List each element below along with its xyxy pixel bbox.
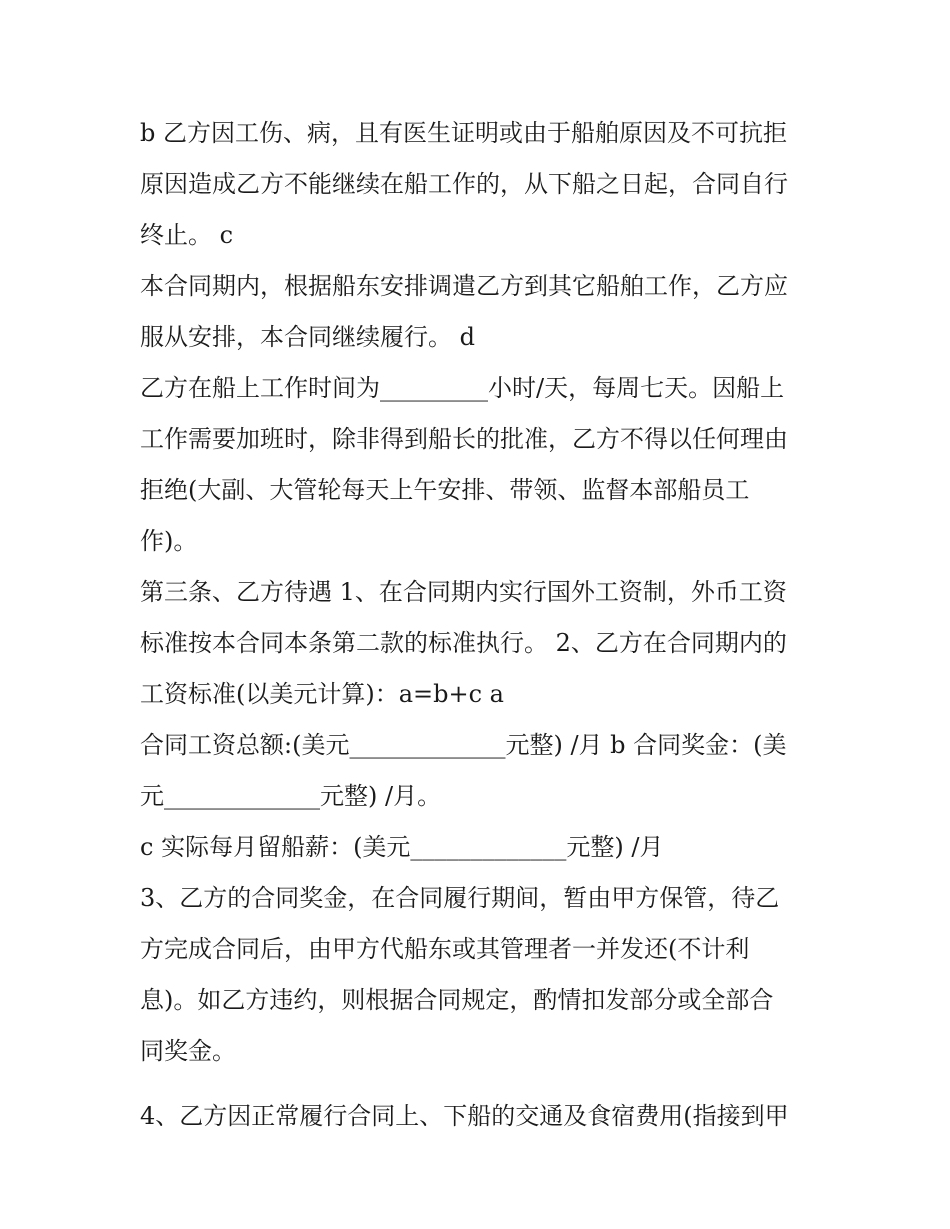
paragraph-gap: [140, 1077, 820, 1091]
text-line: 方完成合同后，由甲方代船东或其管理者一并发还(不计利: [140, 935, 750, 963]
text-line: 元_____________元整) /月。: [140, 782, 442, 810]
text-line: 本合同期内，根据船东安排调遣乙方到其它船舶工作，乙方应: [140, 272, 788, 300]
text-line: 同奖金。: [140, 1037, 236, 1065]
text-line: 3、乙方的合同奖金，在合同履行期间，暂由甲方保管，待乙: [140, 884, 780, 912]
text-line: 息)。如乙方违约，则根据合同规定，酌情扣发部分或全部合: [140, 986, 774, 1014]
text-line: 标准按本合同本条第二款的标准执行。 2、乙方在合同期内的: [140, 629, 787, 657]
text-line: 工资标准(以美元计算)：a=b+c a: [140, 680, 504, 708]
text-line: 作)。: [140, 527, 198, 555]
text-line: 终止。 c: [140, 221, 234, 249]
text-line: c 实际每月留船薪：(美元_____________元整) /月: [140, 833, 664, 861]
text-line: 第三条、乙方待遇 1、在合同期内实行国外工资制，外币工资: [140, 578, 787, 606]
text-line: 乙方在船上工作时间为_________小时/天，每周七天。因船上: [140, 374, 785, 402]
text-line: 合同工资总额:(美元_____________元整) /月 b 合同奖金：(美: [140, 731, 787, 759]
contract-text: [140, 108, 820, 1142]
text-line: 原因造成乙方不能继续在船工作的，从下船之日起，合同自行: [140, 170, 788, 198]
text-line: 4、乙方因正常履行合同上、下船的交通及食宿费用(指接到甲: [140, 1102, 789, 1130]
text-line: 工作需要加班时，除非得到船长的批准，乙方不得以任何理由: [140, 425, 788, 453]
text-line: b 乙方因工伤、病，且有医生证明或由于船舶原因及不可抗拒: [140, 119, 787, 147]
text-line: 服从安排，本合同继续履行。 d: [140, 323, 475, 351]
text-line: 拒绝(大副、大管轮每天上午安排、带领、监督本部船员工: [140, 476, 750, 504]
